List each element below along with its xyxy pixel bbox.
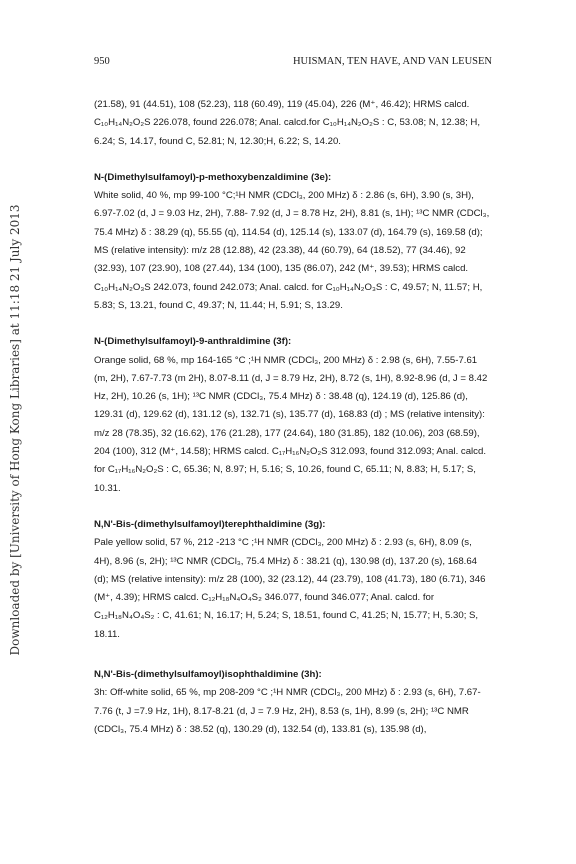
compound-data-3h: 3h: Off-white solid, 65 %, mp 208-209 °C ;¹H NMR (CDCl₃, 200 MHz) δ : 2.93 (s, 6H), 7.67-7.76 (t, J =7.9 Hz, 1H), 8.17-8.21 (d, J = 7.9 Hz, 2H), 8.53 (s, 1H), 8.99 (s, 2H); ¹³C NMR (CDCl₃, 75.4 MHz) δ : 38.52 (q), 130.29 (d), 132.54 (d), 133.81 (s), 135.98 (d), <box>94 687 481 735</box>
compound-data-3f: Orange solid, 68 %, mp 164-165 °C ;¹H NMR (CDCl₃, 200 MHz) δ : 2.98 (s, 6H), 7.55-7.61 (m, 2H), 7.67-7.73 (m 2H), 8.07-8.11 (d, J = 8.79 Hz, 2H), 8.72 (s, 1H), 8.92-8.96 (d, J = 8.42 Hz, 2H), 10.26 (s, 1H); ¹³C NMR (CDCl₃, 75.4 MHz) δ : 38.48 (q), 124.19 (d), 125.86 (d), 129.31 (d), 129.62 (d), 131.12 (s), 132.71 (s), 135.77 (d), 168.83 (d) ; MS (relative intensity): m/z 28 (78.35), 32 (16.62), 176 (21.28), 177 (24.64), 180 (31.85), 182 (10.06), 203 (68.59), 204 (100), 312 (M⁺, 14.58); HRMS calcd. C₁₇H₁₆N₂O₂S 312.093, found 312.093; Anal. calcd. for C₁₇H₁₆N₂O₂S : C, 65.36; N, 8.97; H, 5.16; S, 10.26, found C, 65.11; N, 8.83; H, 5.17; S, 10.31. <box>94 354 488 494</box>
download-sidebar <box>0 150 30 710</box>
running-title: HUISMAN, TEN HAVE, AND VAN LEUSEN <box>292 56 492 67</box>
compound-data-3g: Pale yellow solid, 57 %, 212 -213 °C ;¹H NMR (CDCl₃, 200 MHz) δ : 2.93 (s, 6H), 8.09 (s, 4H), 8.96 (s, 2H); ¹³C NMR (CDCl₃, 75.4 MHz) δ : 38.21 (q), 130.98 (d), 137.20 (s), 168.64 (d); MS (relative intensity): m/z 28 (100), 32 (23.12), 44 (23.79), 108 (41.73), 180 (6.71), 346 (M⁺, 4.39); HRMS calcd. C₁₂H₁₈N₄O₄S₂ 346.077, found 346.077; Anal. calcd. for C₁₂H₁₈N₄O₄S₂ : C, 41.61; N, 16.17; H, 5.24; S, 18.51, found C, 41.25; N, 15.77; H, 5.30; S, 18.11. <box>94 537 486 640</box>
compound-heading-3g: N,N'-Bis-(dimethylsulfamoyl)terephthaldimine (3g): <box>94 518 326 530</box>
download-note: Downloaded by [University of Hong Kong Libraries] at 11:18 21 July 2013 <box>8 204 22 656</box>
compound-heading-3e: N-(Dimethylsulfamoyl)-p-methoxybenzaldimine (3e): <box>94 171 332 183</box>
compound-data-3e: White solid, 40 %, mp 99-100 °C;¹H NMR (CDCl₃, 200 MHz) δ : 2.86 (s, 6H), 3.90 (s, 3H), 6.97-7.02 (d, J = 9.03 Hz, 2H), 7.88- 7.92 (d, J = 8.78 Hz, 2H), 8.81 (s, 1H); ¹³C NMR (CDCl₃, 75.4 MHz) δ : 38.29 (q), 55.55 (q), 114.54 (d), 125.14 (s), 133.07 (d), 164.79 (s), 169.58 (d); MS (relative intensity): m/z 28 (12.88), 42 (23.38), 44 (60.79), 64 (18.52), 77 (34.46), 92 (32.93), 107 (23.90), 108 (27.44), 134 (100), 135 (86.07), 242 (M⁺, 39.53); HRMS calcd. C₁₀H₁₄N₂O₃S 242.073, found 242.073; Anal. calcd. for C₁₀H₁₄N₂O₃S : C, 49.57; N, 11.57; H, 5.83; S, 13.21, found C, 49.37; N, 11.44; H, 5.91; S, 13.29. <box>94 190 490 311</box>
compound-heading-3f: N-(Dimethylsulfamoyl)-9-anthraldimine (3f): <box>94 336 292 348</box>
page-header <box>94 56 492 67</box>
compound-heading-3h: N,N'-Bis-(dimethylsulfamoyl)isophthaldimine (3h): <box>94 669 322 681</box>
page-number: 950 <box>94 56 110 67</box>
article-body <box>94 96 492 739</box>
paragraph-continuation: (21.58), 91 (44.51), 108 (52.23), 118 (60.49), 119 (45.04), 226 (M⁺, 46.42); HRMS calcd. C₁₀H₁₄N₂O₂S 226.078, found 226.078; Anal. calcd.for C₁₀H₁₄N₂O₂S : C, 53.08; N, 12.38; H, 6.24; S, 14.17, found C, 52.81; N, 12.30;H, 6.22; S, 14.20. <box>94 99 481 147</box>
